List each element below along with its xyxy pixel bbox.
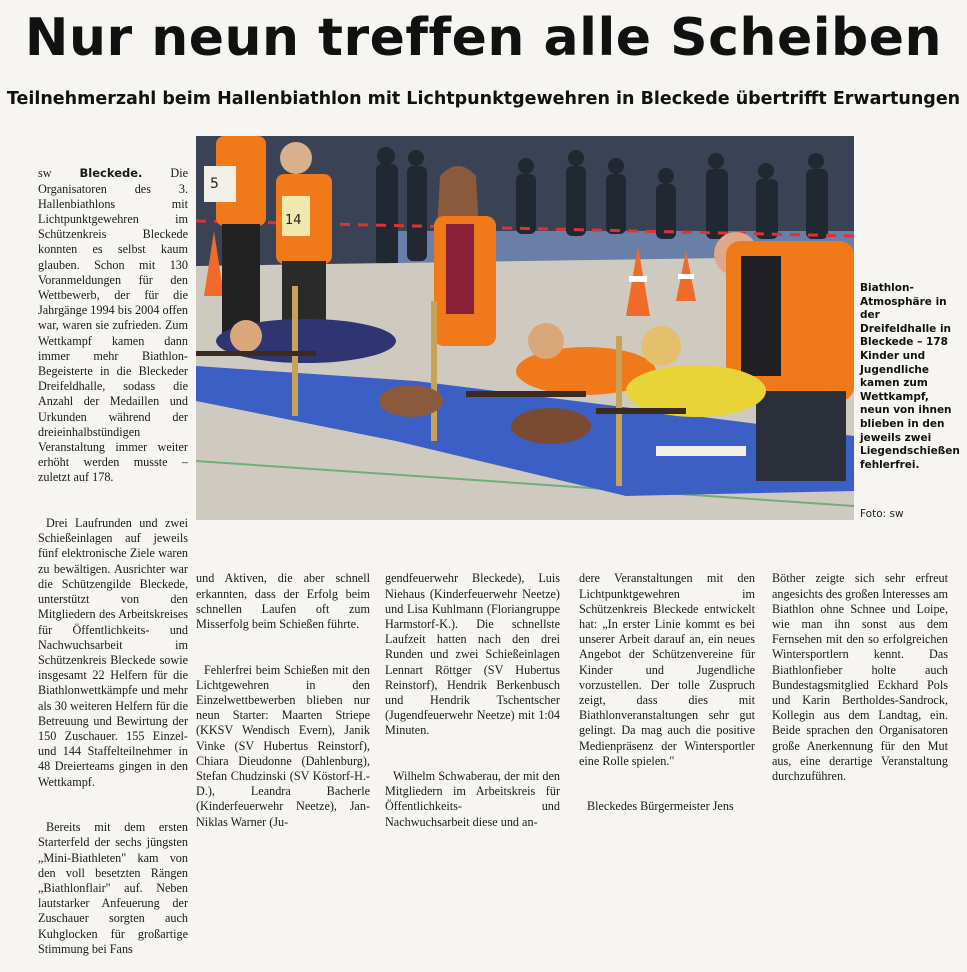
article-column-2 <box>196 541 374 845</box>
paragraph: dere Veranstaltungen mit den Lichtpunktgewehren im Schützenkreis Bleckede entwickelt hat: „In erster Linie kommt es bei unserer Arbeit darauf an, ein neues Angebot der Schützenvereine für Kinder und Jugendliche vorzustellen. Der tolle Zuspruch zeigt, dass dies mit Biathlonveranstaltungen sehr gut gelingt. Da mag auch die positive Medienpräsenz der Wintersportler eine Rolle spielen." <box>579 571 759 768</box>
paragraph: Böther zeigte sich sehr erfreut angesichts des großen Interesses am Biathlon ohne Schnee und Loipe, wie man ihn sonst aus dem Fernsehen mit den so erfolgreichen Wintersportlern kennt. Das Biathlonfieber holte auch Bundestagsmitglied Eckhard Pols und Karin Bertholdes-Sandrock, Kollegin aus dem Landtag, ein. Beide sprachen den Organisatoren große Anerkennung für den Mut aus, eine derartige Veranstaltung durchzuführen. <box>772 571 952 784</box>
paragraph: Bleckedes Bürgermeister Jens <box>587 799 734 814</box>
photo-shooter-1 <box>216 319 396 363</box>
dateline-place: Bleckede. <box>79 166 143 181</box>
paragraph-text: Die Organisatoren des 3. Hallenbiathlons mit Lichtpunktgewehren im Schützenkreis Bleckede konnten es selbst kaum glauben. Schon mit 130 Voranmeldungen für den Wettbewerb, der für die Jahrgänge 1994 bis 2004 offen war, waren sie zufrieden. Zum Wettkampf kamen dann immer mehr Biathlon-Begeisterte in die Bleckeder Dreifeldhalle, sodass die Anzahl der Medaillen und Urkunden während der dreieinhalbstündigen Veranstaltung immer weiter erhöht werden musste – zuletzt auf 178. <box>38 166 192 485</box>
bib-number: 5 <box>210 176 219 192</box>
article-column-4 <box>579 541 759 830</box>
paragraph: Drei Laufrunden und zwei Schießeinlagen auf jeweils fünf elektronische Ziele waren zu bewältigen. Ausrichter war die Schützengilde Bleckede, unterstützt von den Mitgliedern des Arbeitskreises für Öffentlichkeits- und Nachwuchsarbeit im Schützenkreis Bleckede sowie insgesamt 22 Helfern für die Biathlonwettkämpfe und mehr als 30 weiteren Helfern für die Betreuung und Bewirtung der 150 Zuschauer. 155 Einzel- und 144 Staffelteilnehmer in 48 Dreierteams gingen in den Wettkampf. <box>38 516 192 789</box>
article-photo <box>196 136 854 520</box>
article-column-3 <box>385 541 564 845</box>
photo-rest-bag <box>511 408 591 444</box>
dateline-prefix: sw <box>38 166 80 181</box>
article-column-5 <box>772 541 952 799</box>
article-column-1 <box>38 136 192 972</box>
photo-rest-bag <box>379 385 443 417</box>
paragraph: Bereits mit dem ersten Starterfeld der sechs jüngsten „Mini-Biathleten" kam von den voll besetzten Rängen „Biathlonflair" auf. Neben lautstarker Anfeuerung der Zuschauer sorgten auch Kuhglocken für großartige Stimmung bei Fans <box>38 820 192 956</box>
photo-biathlon-hall <box>196 136 854 520</box>
photo-caption: Biathlon-Atmosphäre in der Dreifeldhalle in Bleckede – 178 Kinder und Jugendliche kamen zum Wettkampf, neun von ihnen blieben in den jeweils zwei Liegendschießen fehlerfrei. <box>860 282 960 471</box>
photo-paper <box>656 446 746 456</box>
photo-credit: Foto: sw <box>860 508 904 520</box>
bib-number: 14 <box>285 213 302 228</box>
paragraph <box>38 166 192 485</box>
headline: Nur neun treffen alle Scheiben <box>24 8 943 68</box>
subheadline: Teilnehmerzahl beim Hallenbiathlon mit Lichtpunktgewehren in Bleckede übertrifft Erwartungen <box>6 89 961 109</box>
paragraph: Wilhelm Schwaberau, der mit den Mitgliedern im Arbeitskreis für Öffentlichkeits- und Nachwuchsarbeit diese und an- <box>385 769 564 829</box>
paragraph: Fehlerfrei beim Schießen mit den Lichtgewehren in den Einzelwettbewerben blieben nur neun Starter: Maarten Striepe (KKSV Wendisch Evern), Janik Vinke (SV Hubertus Reinstorf), Chiara Dieudonne (Dahlenburg), Stefan Chudzinski (SV Köstorf-H.-D.), Leandra Bacherle (Kinderfeuerwehr Neetze), Jan-Niklas Warner (Ju- <box>196 662 374 829</box>
paragraph: gendfeuerwehr Bleckede), Luis Niehaus (Kinderfeuerwehr Neetze) und Lisa Kuhlmann (Floriangruppe Harmstorf-K.). Die schnellste Laufzeit hatten nach den drei Runden und zwei Schießeinlagen Lennart Röttger (SV Hubertus Reinstorf), Hendrik Berkenbusch und Hendrik Tschentscher (Jugendfeuerwehr Neetze) mit 1:04 Minuten. <box>385 571 564 738</box>
paragraph: und Aktiven, die aber schnell erkannten, dass der Erfolg beim schnellen Laufen oft zum Misserfolg beim Schießen führte. <box>196 571 374 632</box>
